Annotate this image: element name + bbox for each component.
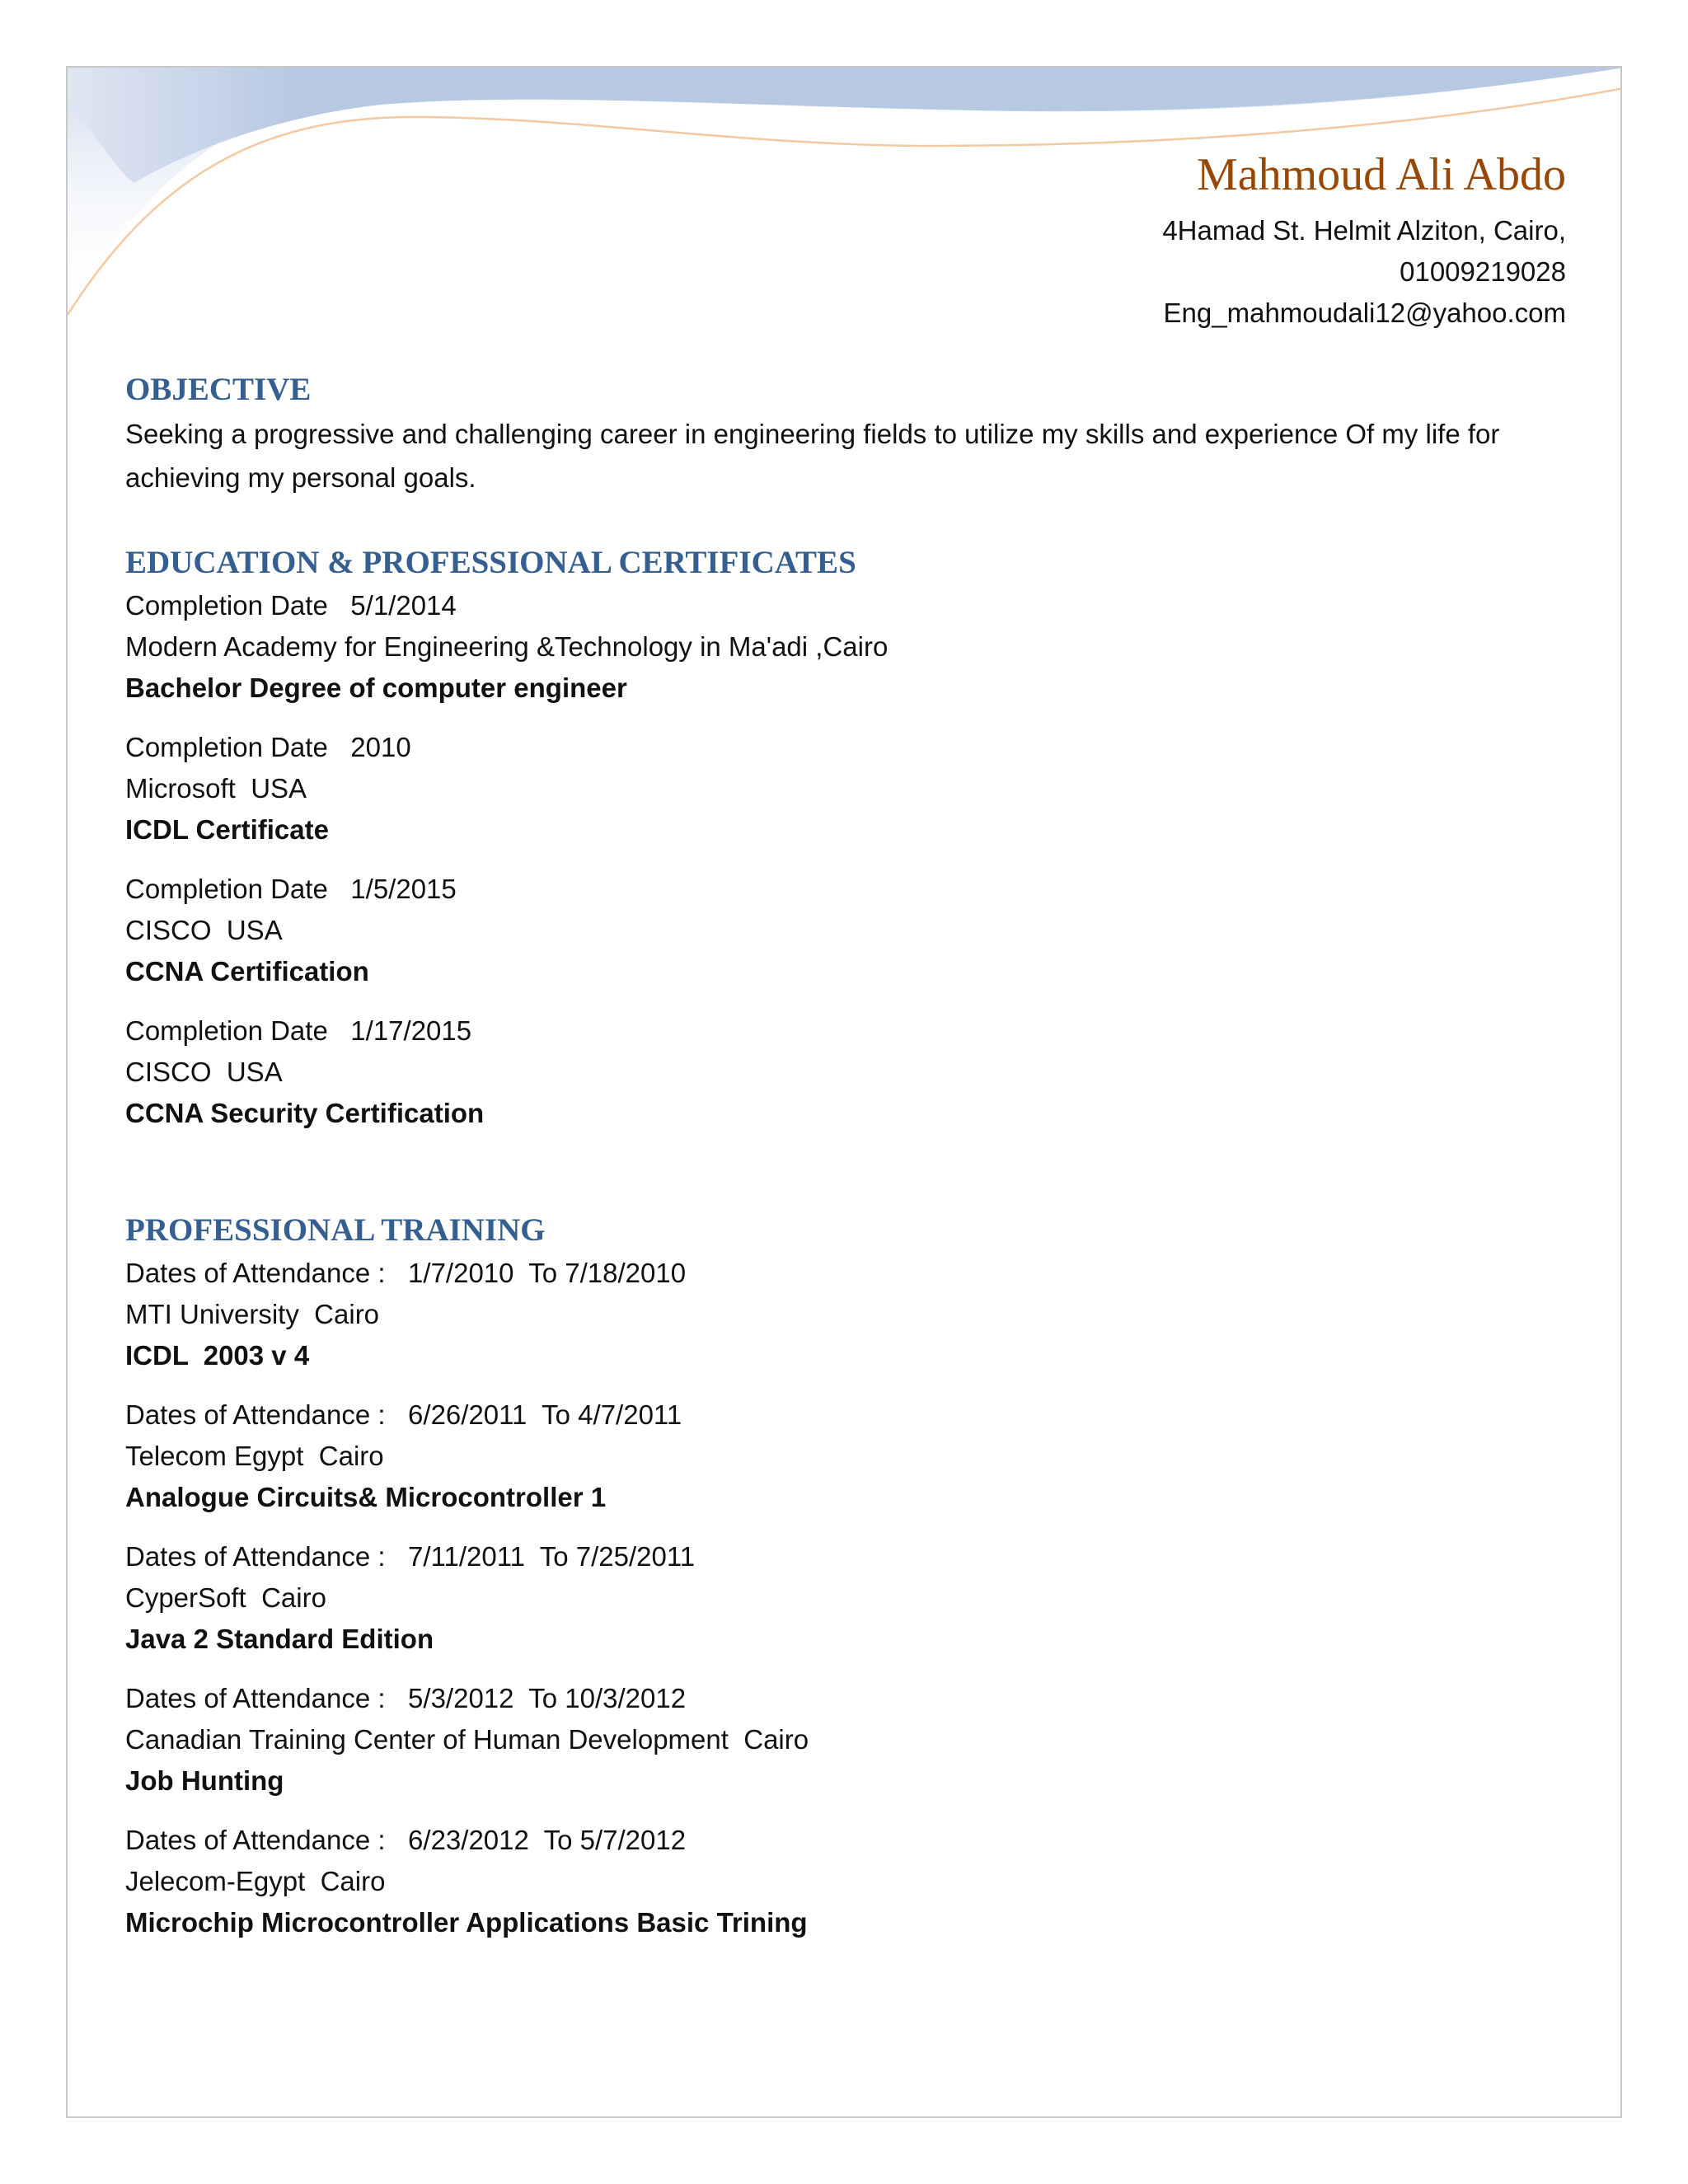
credential: CCNA Certification — [125, 956, 369, 987]
institution: CyperSoft Cairo — [125, 1582, 326, 1613]
education-entry — [125, 585, 888, 709]
education-heading: EDUCATION & PROFESSIONAL CERTIFICATES — [125, 545, 856, 580]
institution: Telecom Egypt Cairo — [125, 1441, 384, 1471]
candidate-name: Mahmoud Ali Abdo — [1196, 149, 1566, 200]
institution: CISCO USA — [125, 915, 283, 945]
objective-heading: OBJECTIVE — [125, 372, 312, 407]
completion-date: Completion Date 1/5/2015 — [125, 874, 457, 904]
address: 4Hamad St. Helmit Alziton, Cairo, — [1162, 215, 1566, 246]
phone-number: 01009219028 — [1400, 256, 1566, 287]
objective-text: Seeking a progressive and challenging career in engineering fields to utilize my skills and experience Of my life for achieving my personal goals. — [125, 419, 1500, 493]
attendance-dates: Dates of Attendance : 7/11/2011 To 7/25/2011 — [125, 1541, 696, 1572]
contact-header — [659, 146, 1566, 334]
email-address: Eng_mahmoudali12@yahoo.com — [1163, 298, 1566, 328]
institution: MTI University Cairo — [125, 1299, 380, 1329]
resume-page — [66, 66, 1622, 2118]
course: Microchip Microcontroller Applications Basic Trining — [125, 1907, 808, 1938]
credential: ICDL Certificate — [125, 814, 329, 845]
course: ICDL 2003 v 4 — [125, 1340, 310, 1371]
training-heading: PROFESSIONAL TRAINING — [125, 1212, 546, 1248]
training-entry — [125, 1536, 695, 1660]
institution: Microsoft USA — [125, 773, 307, 804]
institution: CISCO USA — [125, 1057, 283, 1087]
course: Java 2 Standard Edition — [125, 1624, 434, 1654]
institution: Canadian Training Center of Human Development Cairo — [125, 1724, 809, 1755]
education-entry — [125, 1010, 484, 1134]
attendance-dates: Dates of Attendance : 1/7/2010 To 7/18/2010 — [125, 1258, 687, 1288]
training-entry — [125, 1820, 808, 1943]
institution: Jelecom-Egypt Cairo — [125, 1866, 386, 1896]
attendance-dates: Dates of Attendance : 6/23/2012 To 5/7/2012 — [125, 1825, 687, 1855]
institution: Modern Academy for Engineering &Technology in Ma'adi ,Cairo — [125, 631, 889, 662]
completion-date: Completion Date 1/17/2015 — [125, 1015, 472, 1046]
credential: Bachelor Degree of computer engineer — [125, 673, 627, 703]
education-entry — [125, 727, 411, 851]
course: Job Hunting — [125, 1765, 284, 1796]
training-entry — [125, 1253, 686, 1376]
training-entry — [125, 1678, 809, 1802]
attendance-dates: Dates of Attendance : 5/3/2012 To 10/3/2012 — [125, 1683, 687, 1713]
credential: CCNA Security Certification — [125, 1098, 485, 1128]
completion-date: Completion Date 5/1/2014 — [125, 590, 457, 621]
course: Analogue Circuits& Microcontroller 1 — [125, 1482, 607, 1512]
training-entry — [125, 1394, 682, 1518]
attendance-dates: Dates of Attendance : 6/26/2011 To 4/7/2011 — [125, 1399, 682, 1430]
education-entry — [125, 869, 457, 992]
completion-date: Completion Date 2010 — [125, 732, 411, 762]
